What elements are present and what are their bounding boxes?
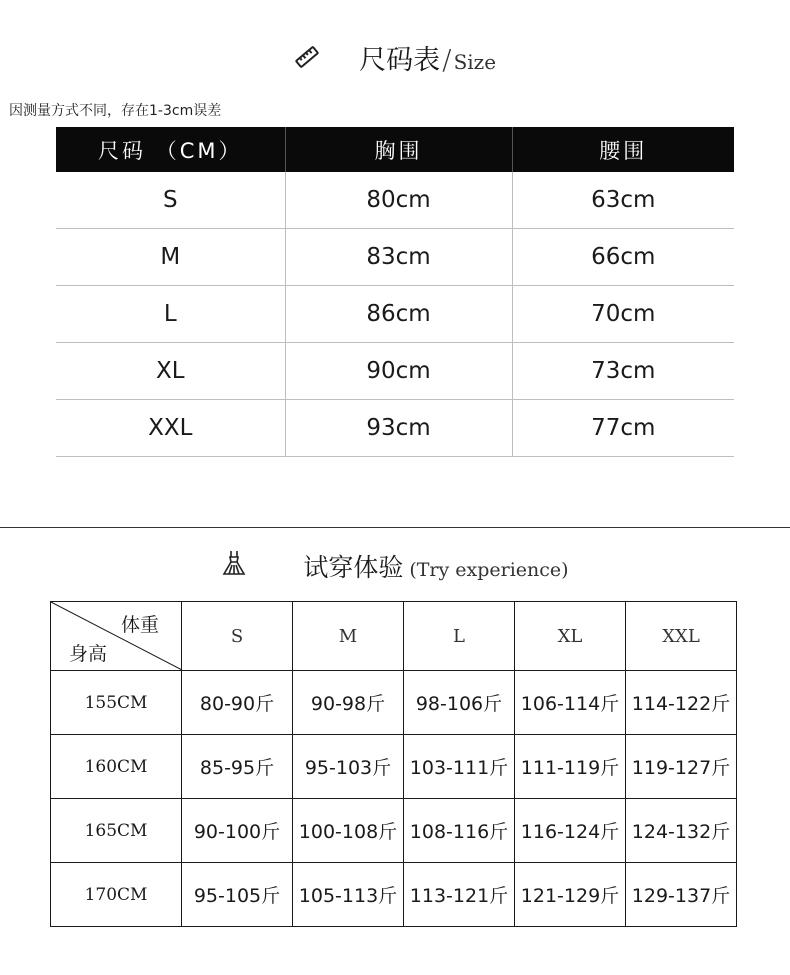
size-cell: XL	[56, 343, 285, 400]
bust-cell: 90cm	[285, 343, 512, 400]
waist-cell: 73cm	[512, 343, 734, 400]
weight-cell: 113-121斤	[404, 863, 515, 927]
weight-cell: 105-113斤	[293, 863, 404, 927]
weight-cell: 124-132斤	[626, 799, 737, 863]
table-row	[51, 735, 737, 799]
weight-cell: 90-98斤	[293, 671, 404, 735]
bust-cell: 93cm	[285, 400, 512, 457]
height-cell: 155CM	[51, 671, 182, 735]
try-on-title	[0, 548, 790, 590]
table-row	[51, 799, 737, 863]
weight-cell: 114-122斤	[626, 671, 737, 735]
weight-cell: 116-124斤	[515, 799, 626, 863]
corner-weight-label: 体重	[120, 614, 159, 636]
size-header: L	[404, 602, 515, 671]
size-table-header	[56, 127, 734, 172]
table-row	[56, 286, 734, 343]
weight-cell: 85-95斤	[182, 735, 293, 799]
try-on-header	[51, 602, 737, 671]
weight-cell: 106-114斤	[515, 671, 626, 735]
dress-icon	[221, 549, 247, 589]
weight-cell: 95-103斤	[293, 735, 404, 799]
weight-cell: 119-127斤	[626, 735, 737, 799]
try-title-cn: 试穿体验	[303, 553, 404, 582]
size-header: XXL	[626, 602, 737, 671]
corner-cell	[51, 602, 182, 671]
title-separator: /	[442, 43, 452, 76]
corner-height-label: 身高	[69, 643, 108, 665]
section-divider	[0, 527, 790, 528]
table-row	[56, 400, 734, 457]
weight-cell: 111-119斤	[515, 735, 626, 799]
size-cell: XXL	[56, 400, 285, 457]
measurement-note: 因测量方式不同，存在1-3cm误差	[9, 103, 222, 119]
table-row	[56, 229, 734, 286]
size-header: XL	[515, 602, 626, 671]
size-table	[56, 127, 734, 457]
size-header: M	[293, 602, 404, 671]
try-title-en: (Try experience)	[409, 559, 569, 581]
bust-cell: 83cm	[285, 229, 512, 286]
bust-cell: 86cm	[285, 286, 512, 343]
header-bust: 胸围	[285, 127, 512, 172]
weight-cell: 90-100斤	[182, 799, 293, 863]
try-on-table	[50, 601, 737, 927]
bust-cell: 80cm	[285, 172, 512, 229]
height-cell: 170CM	[51, 863, 182, 927]
weight-cell: 95-105斤	[182, 863, 293, 927]
size-title-cn: 尺码表	[359, 45, 441, 76]
size-header: S	[182, 602, 293, 671]
height-cell: 160CM	[51, 735, 182, 799]
waist-cell: 66cm	[512, 229, 734, 286]
height-cell: 165CM	[51, 799, 182, 863]
size-title-en: Size	[453, 50, 497, 74]
weight-cell: 108-116斤	[404, 799, 515, 863]
table-row	[56, 343, 734, 400]
waist-cell: 70cm	[512, 286, 734, 343]
weight-cell: 100-108斤	[293, 799, 404, 863]
weight-cell: 98-106斤	[404, 671, 515, 735]
weight-cell: 103-111斤	[404, 735, 515, 799]
ruler-icon	[294, 42, 320, 82]
waist-cell: 77cm	[512, 400, 734, 457]
size-chart-title	[0, 40, 790, 82]
size-cell: S	[56, 172, 285, 229]
weight-cell: 121-129斤	[515, 863, 626, 927]
weight-cell: 129-137斤	[626, 863, 737, 927]
table-row	[51, 863, 737, 927]
table-row	[56, 172, 734, 229]
waist-cell: 63cm	[512, 172, 734, 229]
header-size: 尺码 （CM）	[56, 127, 285, 172]
size-cell: L	[56, 286, 285, 343]
weight-cell: 80-90斤	[182, 671, 293, 735]
header-waist: 腰围	[512, 127, 734, 172]
table-row	[51, 671, 737, 735]
size-cell: M	[56, 229, 285, 286]
